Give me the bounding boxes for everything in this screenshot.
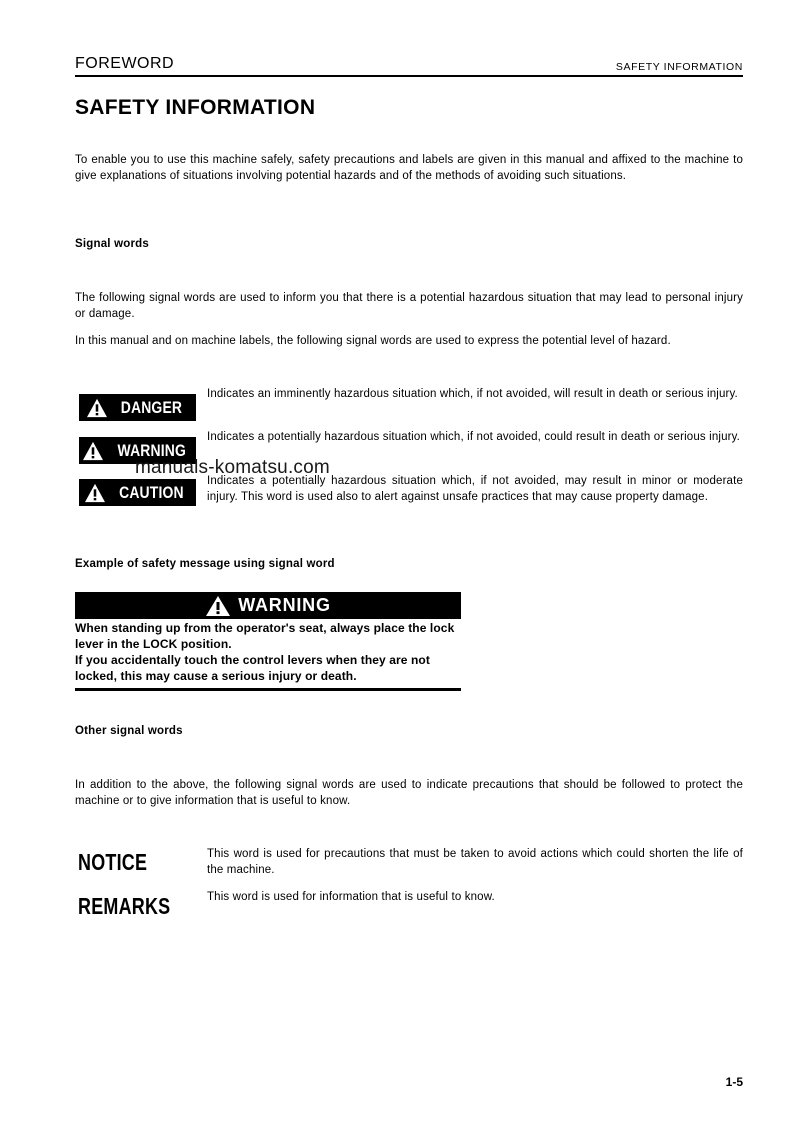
example-message-line-1: When standing up from the operator's seat, always place the lock lever in the LOCK position.: [75, 621, 455, 651]
example-warning-banner: [75, 592, 461, 619]
chapter-name: SAFETY INFORMATION: [615, 61, 743, 73]
signal-words-heading: Signal words: [75, 238, 149, 250]
caution-label: [79, 479, 196, 506]
header-divider: [75, 75, 743, 77]
danger-description: Indicates an imminently hazardous situation which, if not avoided, will result in death or serious injury.: [207, 388, 738, 400]
caution-label-text: CAUTION: [119, 482, 184, 502]
signal-words-para-1: The following signal words are used to inform you that there is a potential hazardous situation that may lead to personal injury or damage.: [75, 292, 743, 320]
warning-triangle-icon: [86, 398, 108, 418]
page-title: SAFETY INFORMATION: [75, 96, 316, 119]
example-message: [75, 620, 461, 684]
warning-triangle-icon: [82, 441, 104, 461]
danger-label-text: DANGER: [120, 397, 183, 417]
notice-label: NOTICE: [78, 849, 148, 875]
example-heading: Example of safety message using signal word: [75, 558, 335, 570]
warning-description: Indicates a potentially hazardous situation which, if not avoided, could result in death or serious injury.: [207, 431, 740, 443]
remarks-description: This word is used for information that is useful to know.: [207, 891, 495, 903]
page-number: 1-5: [725, 1075, 743, 1089]
danger-label: [79, 394, 196, 421]
other-signal-words-heading: Other signal words: [75, 725, 183, 737]
example-message-line-2: If you accidentally touch the control levers when they are not locked, this may cause a serious injury or death.: [75, 653, 430, 683]
example-bottom-rule: [75, 688, 461, 691]
watermark: manuals-komatsu.com: [135, 457, 330, 478]
section-name: FOREWORD: [75, 55, 175, 72]
caution-description: Indicates a potentially hazardous situation which, if not avoided, may result in minor or moderate injury. This word is used also to alert against unsafe practices that may cause property damage.: [207, 475, 743, 503]
intro-paragraph: To enable you to use this machine safely, safety precautions and labels are given in this manual and affixed to the machine to give explanations of situations involving potential hazards and of the methods of avoiding such situations.: [75, 154, 743, 182]
signal-words-para-2: In this manual and on machine labels, the following signal words are used to express the potential level of hazard.: [75, 335, 671, 347]
warning-triangle-icon: [84, 483, 106, 503]
other-signal-words-para: In addition to the above, the following signal words are used to indicate precautions that should be followed to protect the machine or to give information that is useful to know.: [75, 779, 743, 807]
warning-triangle-icon: [205, 595, 231, 617]
remarks-label: REMARKS: [78, 893, 171, 919]
warning-label-text: WARNING: [117, 440, 186, 460]
example-banner-text: WARNING: [238, 595, 331, 615]
notice-description: This word is used for precautions that must be taken to avoid actions which could shorten the life of the machine.: [207, 848, 743, 876]
